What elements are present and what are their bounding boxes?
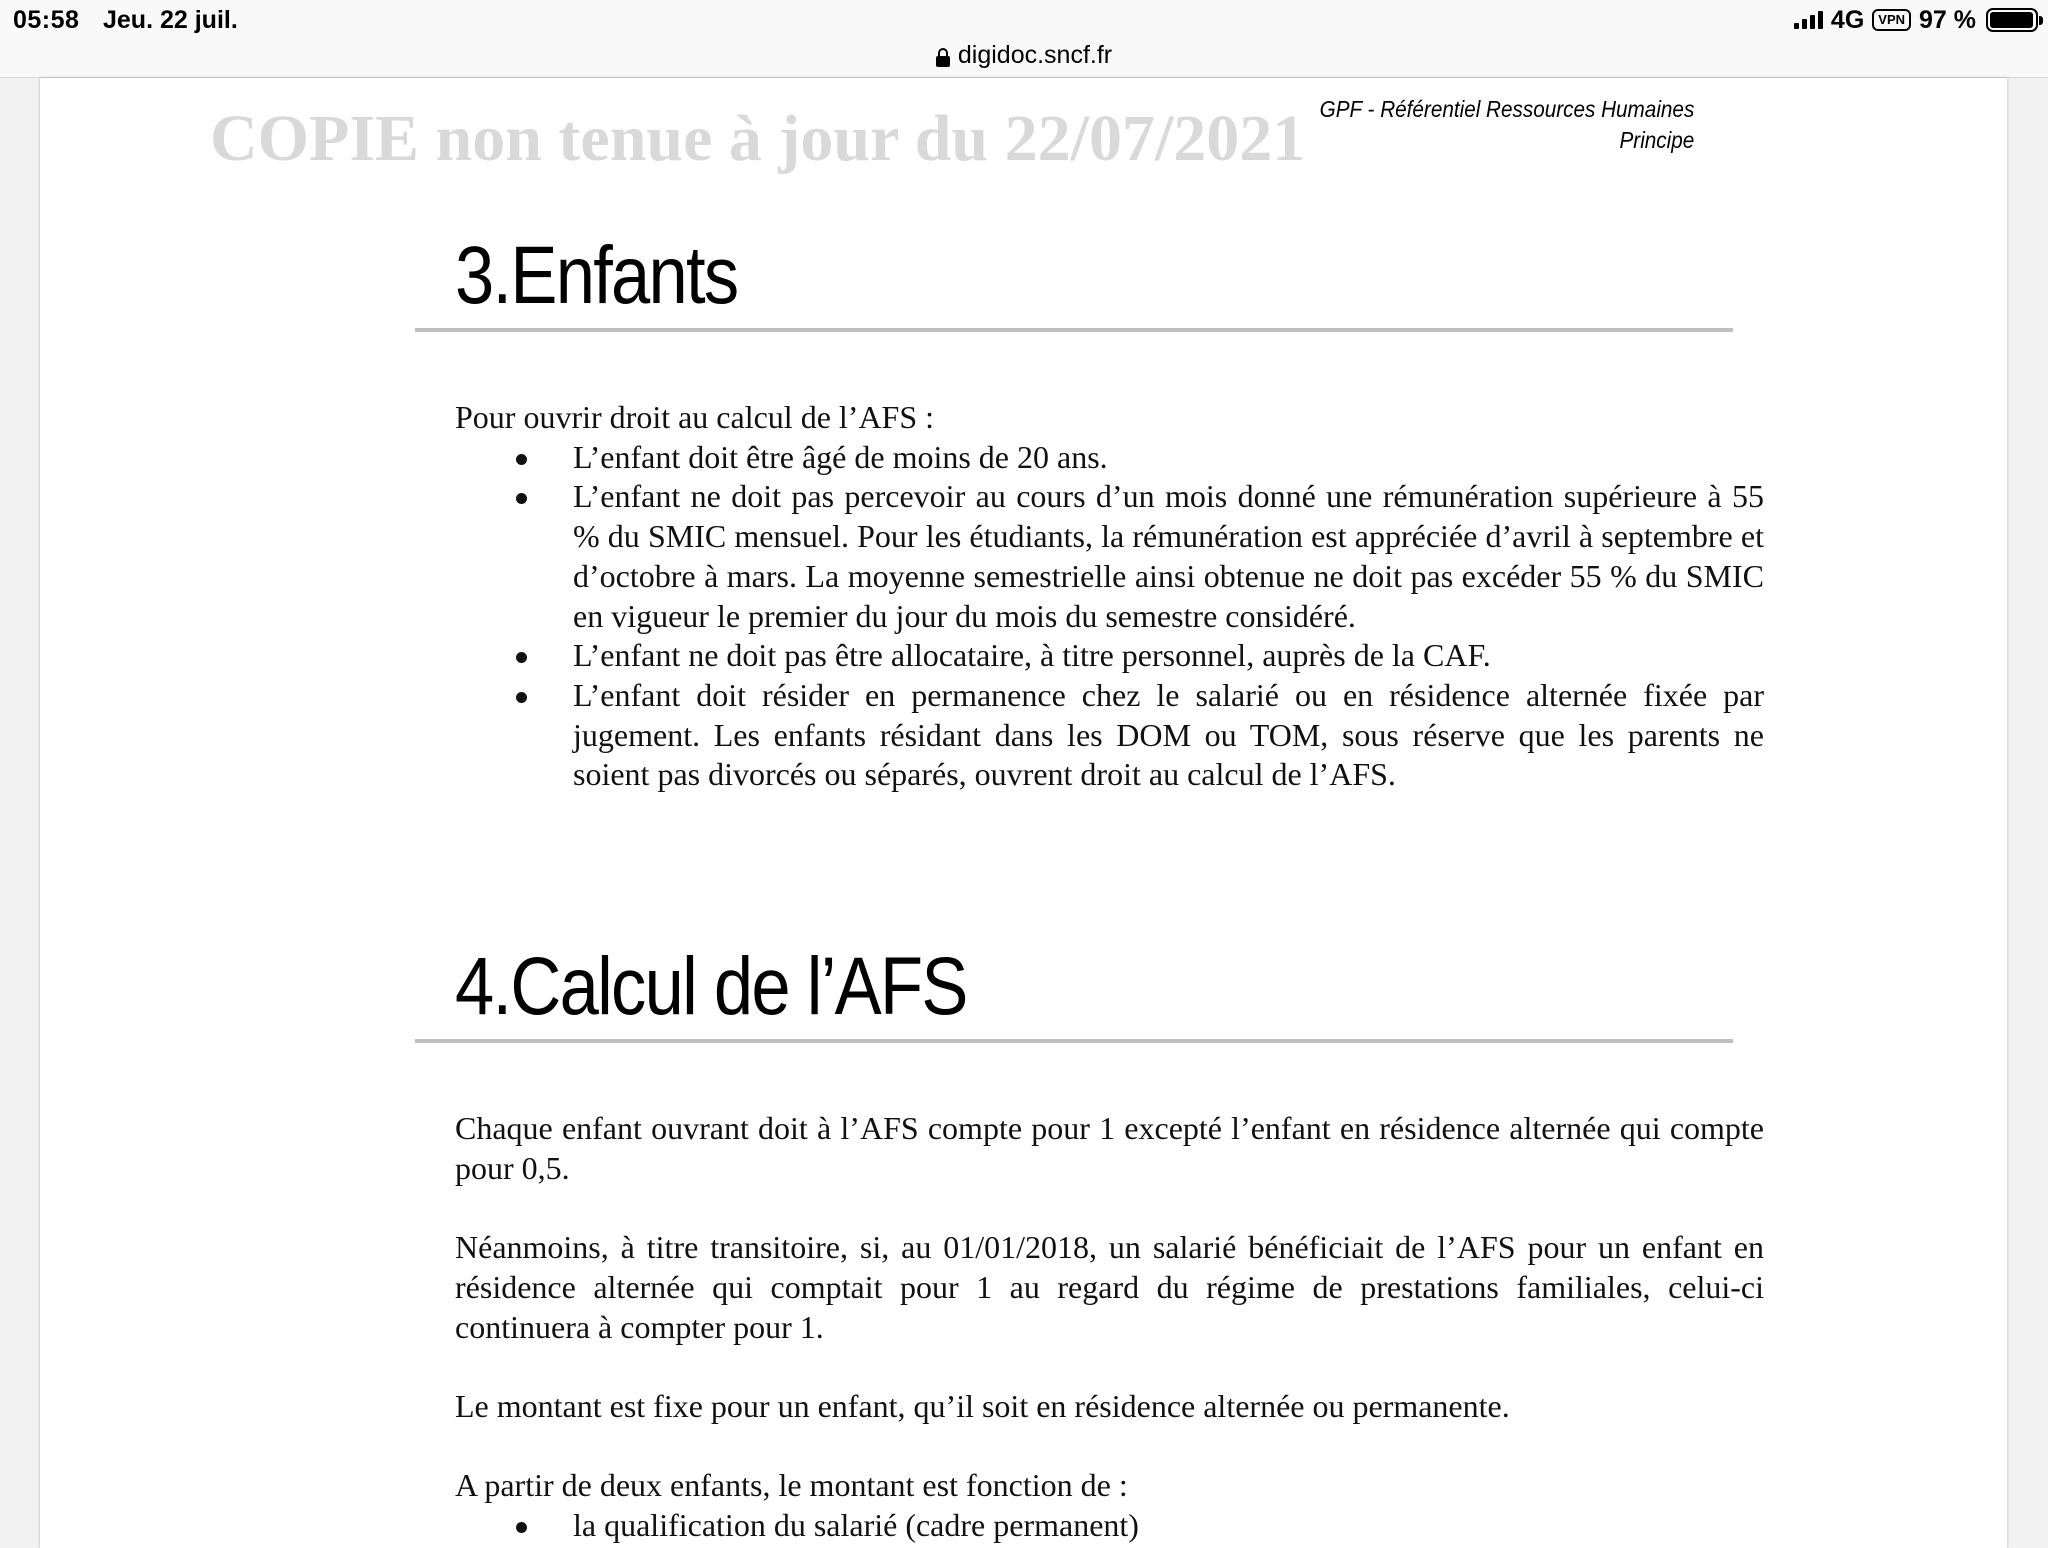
paragraph: Néanmoins, à titre transitoire, si, au 01/01/2018, un salarié bénéficiait de l’AFS pour un enfant en résidence alternée qui comptait pour 1 au regard du régime de prestations familiales, celui-ci continuera à compter pour 1. [455, 1229, 1764, 1345]
section-4-list [455, 1506, 1764, 1546]
status-date: Jeu. 22 juil. [103, 6, 238, 34]
lock-icon [936, 48, 950, 67]
paragraph: A partir de deux enfants, le montant est fonction de : [455, 1467, 1128, 1504]
status-time: 05:58 [13, 6, 80, 34]
section-4-body [455, 1109, 1764, 1546]
document-header [1319, 94, 1694, 156]
list-item: L’enfant ne doit pas être allocataire, à titre personnel, auprès de la CAF. [455, 636, 1764, 676]
list-item: L’enfant doit être âgé de moins de 20 ans. [455, 438, 1764, 478]
section-4-heading [415, 937, 1733, 1043]
watermark-text: COPIE non tenue à jour du 22/07/2021 [210, 102, 1306, 175]
battery-level [1990, 12, 2033, 28]
battery-percent: 97 % [1919, 5, 1976, 34]
paragraph: Le montant est fixe pour un enfant, qu’il soit en résidence alternée ou permanente. [455, 1387, 1510, 1424]
section-3-heading [415, 226, 1733, 332]
document-page[interactable] [40, 78, 2007, 1548]
section-3-list [455, 438, 1764, 795]
section-3-title: 3.Enfants [455, 230, 738, 321]
section-3-intro: Pour ouvrir droit au calcul de l’AFS : [455, 399, 935, 435]
header-line-2: Principe [1619, 127, 1694, 153]
vpn-icon: VPN [1872, 9, 1911, 31]
list-item: L’enfant ne doit pas percevoir au cours d’un mois donné une rémunération supérieure à 55 % du SMIC mensuel. Pour les étudiants, la rémunération est appréciée d’avril à septembre et d’octobre à mars. La moyenne semestrielle ainsi obtenue ne doit pas excéder 55 % du SMIC en vigueur le premier du jour du mois du semestre considéré. [455, 477, 1764, 636]
section-4-title: 4.Calcul de l’AFS [455, 941, 967, 1032]
cellular-signal-icon [1794, 11, 1823, 29]
paragraph: Chaque enfant ouvrant doit à l’AFS compte pour 1 excepté l’enfant en résidence alternée qui compte pour 0,5. [455, 1110, 1764, 1186]
battery-icon [1986, 8, 2038, 32]
list-item: la qualification du salarié (cadre permanent) [455, 1506, 1764, 1546]
status-indicators [1794, 4, 2038, 36]
address-bar[interactable] [0, 38, 2048, 72]
section-3-body [455, 398, 1764, 795]
status-bar [0, 0, 2048, 78]
list-item: L’enfant doit résider en permanence chez le salarié ou en résidence alternée fixée par jugement. Les enfants résidant dans les DOM ou TOM, sous réserve que les parents ne soient pas divorcés ou séparés, ouvrent droit au calcul de l’AFS. [455, 676, 1764, 795]
network-type: 4G [1830, 5, 1865, 34]
url-text[interactable]: digidoc.sncf.fr [957, 40, 1113, 69]
header-line-1: GPF - Référentiel Ressources Humaines [1319, 96, 1694, 122]
